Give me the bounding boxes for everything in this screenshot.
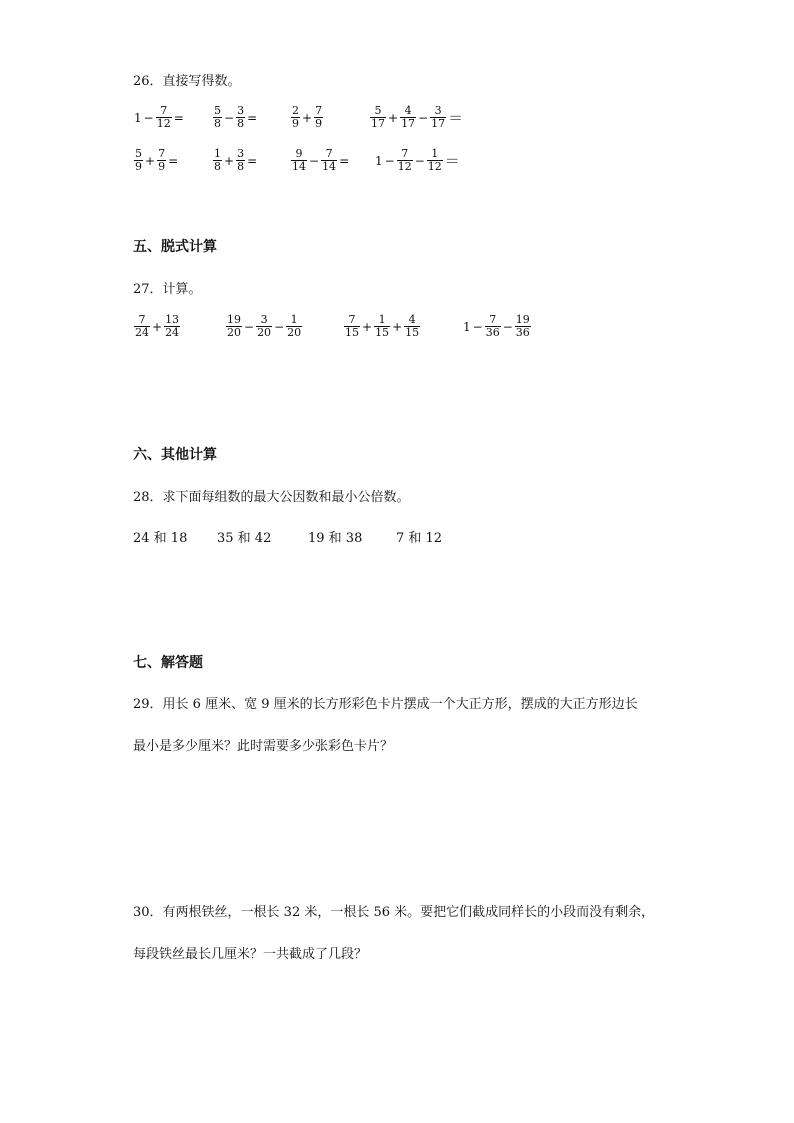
- fraction-denominator: 24: [165, 326, 180, 339]
- operator-sign: −: [472, 319, 483, 334]
- fraction-denominator: 14: [322, 160, 337, 173]
- q29-line-2: 最小是多少厘米？此时需要多少张彩色卡片？: [133, 739, 394, 754]
- fraction: [291, 105, 300, 130]
- fraction-denominator: 15: [345, 326, 359, 339]
- q26-expr-6: [212, 148, 257, 173]
- operator-sign: +: [302, 110, 313, 125]
- q26-expr-4: [369, 105, 463, 130]
- equals-sign: =: [168, 153, 179, 168]
- fraction-denominator: 24: [135, 326, 149, 339]
- fraction-denominator: 9: [315, 117, 323, 130]
- fraction-denominator: 36: [485, 326, 500, 339]
- fraction-numerator: 1: [431, 147, 439, 160]
- fraction-numerator: 7: [348, 313, 356, 326]
- fraction: [157, 148, 166, 173]
- q26-expr-8: [374, 148, 460, 173]
- fraction-numerator: 4: [408, 313, 416, 326]
- fraction-numerator: 19: [227, 313, 241, 326]
- q28-group-2: 35 和 42: [217, 531, 272, 546]
- fraction-numerator: 2: [292, 104, 299, 117]
- fraction-numerator: 3: [237, 104, 245, 117]
- fraction: [156, 105, 172, 130]
- fraction-denominator: 36: [515, 326, 530, 339]
- fraction-numerator: 7: [158, 147, 166, 160]
- operator-sign: +: [392, 319, 403, 334]
- q27-expr-2: [225, 314, 303, 339]
- fraction-numerator: 19: [515, 313, 530, 326]
- operator-sign: +: [388, 110, 399, 125]
- operator-sign: −: [224, 110, 235, 125]
- fraction: [286, 314, 302, 339]
- operator-sign: −: [244, 319, 255, 334]
- section-heading-6: 六、其他计算: [133, 447, 217, 463]
- q28-group-4: 7 和 12: [396, 531, 443, 546]
- fraction: [344, 314, 360, 339]
- equals-sign: =: [247, 110, 258, 125]
- q26-expr-5: [133, 148, 178, 173]
- whole-number: 1: [134, 110, 142, 125]
- fraction-numerator: 5: [374, 104, 382, 117]
- fraction: [400, 105, 416, 130]
- fraction-numerator: 1: [378, 313, 386, 326]
- fraction: [236, 105, 245, 130]
- q27-expr-4: [462, 314, 532, 339]
- fraction-denominator: 9: [135, 160, 142, 173]
- fraction-numerator: 5: [214, 104, 221, 117]
- q26-expr-7: [290, 148, 349, 173]
- operator-sign: −: [309, 153, 320, 168]
- fraction-numerator: 9: [295, 147, 303, 160]
- fraction-numerator: 1: [214, 147, 221, 160]
- fraction-numerator: 4: [404, 104, 412, 117]
- fraction-denominator: 15: [405, 326, 420, 339]
- fraction: [430, 105, 446, 130]
- fraction-numerator: 3: [237, 147, 245, 160]
- q26-expr-1: [133, 105, 184, 130]
- fraction-denominator: 20: [227, 326, 241, 339]
- fraction: [321, 148, 337, 173]
- fraction-denominator: 12: [156, 117, 171, 130]
- fraction-denominator: 12: [427, 160, 442, 173]
- fraction: [314, 105, 323, 130]
- fraction-numerator: 7: [325, 147, 333, 160]
- q27-expr-1: [133, 314, 181, 339]
- operator-sign: +: [145, 153, 156, 168]
- q28-group-1: 24 和 18: [133, 531, 188, 546]
- equals-sign: ＝: [444, 152, 460, 170]
- whole-number: 1: [375, 153, 383, 168]
- fraction: [164, 314, 180, 339]
- fraction-denominator: 8: [214, 160, 221, 173]
- fraction-denominator: 14: [292, 160, 306, 173]
- whole-number: 1: [463, 319, 471, 334]
- fraction: [427, 148, 443, 173]
- operator-sign: +: [224, 153, 235, 168]
- fraction-numerator: 1: [290, 313, 298, 326]
- fraction: [213, 105, 222, 130]
- fraction: [134, 314, 150, 339]
- fraction-denominator: 17: [371, 117, 385, 130]
- fraction-denominator: 20: [257, 326, 272, 339]
- q26-title: 26．直接写得数。: [133, 74, 241, 89]
- fraction-numerator: 7: [489, 313, 497, 326]
- fraction-numerator: 7: [315, 104, 323, 117]
- fraction-numerator: 3: [434, 104, 442, 117]
- equals-sign: =: [247, 153, 258, 168]
- fraction: [256, 314, 272, 339]
- fraction-numerator: 3: [260, 313, 268, 326]
- operator-sign: +: [152, 319, 163, 334]
- fraction-numerator: 5: [135, 147, 142, 160]
- fraction: [485, 314, 501, 339]
- q30-line-2: 每段铁丝最长几厘米？一共截成了几段？: [133, 947, 368, 962]
- q29-line-1: 29．用长 6 厘米、宽 9 厘米的长方形彩色卡片摆成一个大正方形，摆成的大正方形边长: [133, 697, 638, 712]
- fraction: [397, 148, 413, 173]
- operator-sign: −: [143, 110, 154, 125]
- operator-sign: +: [362, 319, 373, 334]
- operator-sign: −: [502, 319, 513, 334]
- operator-sign: −: [384, 153, 395, 168]
- q28-group-3: 19 和 38: [308, 531, 363, 546]
- fraction-denominator: 15: [375, 326, 390, 339]
- fraction: [226, 314, 242, 339]
- fraction-numerator: 7: [160, 104, 168, 117]
- fraction: [374, 314, 390, 339]
- fraction-numerator: 13: [165, 313, 180, 326]
- fraction-denominator: 20: [287, 326, 302, 339]
- fraction-denominator: 9: [158, 160, 166, 173]
- q28-title: 28．求下面每组数的最大公因数和最小公倍数。: [133, 490, 410, 505]
- q26-expr-3: [290, 105, 324, 130]
- q26-expr-2: [212, 105, 257, 130]
- fraction-denominator: 8: [237, 117, 245, 130]
- equals-sign: =: [339, 153, 350, 168]
- section-heading-5: 五、脱式计算: [133, 239, 217, 255]
- fraction-denominator: 17: [401, 117, 416, 130]
- fraction-numerator: 7: [401, 147, 409, 160]
- operator-sign: −: [418, 110, 429, 125]
- q27-expr-3: [343, 314, 421, 339]
- fraction: [370, 105, 386, 130]
- fraction: [134, 148, 143, 173]
- fraction: [515, 314, 531, 339]
- fraction: [291, 148, 307, 173]
- equals-sign: ＝: [448, 109, 464, 127]
- fraction-denominator: 17: [431, 117, 446, 130]
- fraction: [213, 148, 222, 173]
- fraction-denominator: 12: [397, 160, 412, 173]
- fraction-denominator: 8: [214, 117, 221, 130]
- q27-title: 27．计算。: [133, 282, 202, 297]
- section-heading-7: 七、解答题: [133, 655, 203, 671]
- operator-sign: −: [274, 319, 285, 334]
- fraction: [236, 148, 245, 173]
- fraction-denominator: 8: [237, 160, 245, 173]
- fraction-denominator: 9: [292, 117, 299, 130]
- fraction-numerator: 7: [138, 313, 146, 326]
- operator-sign: −: [414, 153, 425, 168]
- equals-sign: =: [173, 110, 184, 125]
- q30-line-1: 30．有两根铁丝，一根长 32 米，一根长 56 米。要把它们截成同样长的小段而没有剩余，: [133, 905, 655, 920]
- fraction: [404, 314, 420, 339]
